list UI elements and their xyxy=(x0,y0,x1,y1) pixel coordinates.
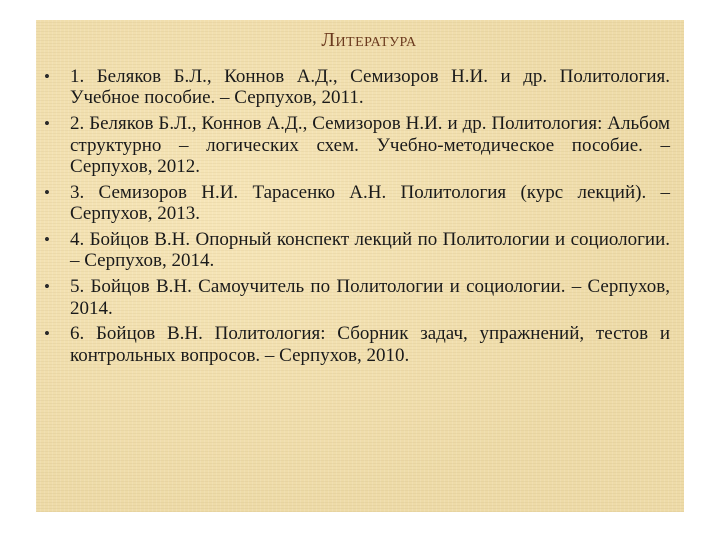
reference-text: 4. Бойцов В.Н. Опорный конспект лекций по Политологии и социологии. – Серпухов, 2014. xyxy=(70,229,670,272)
reference-item xyxy=(36,276,684,319)
bullet-icon: • xyxy=(44,67,50,86)
slide-title-text: Литература xyxy=(321,29,417,51)
reference-text: 1. Беляков Б.Л., Коннов А.Д., Семизоров Н.И. и др. Политология. Учебное пособие. – Серпухов, 2011. xyxy=(70,66,670,109)
reference-text: 6. Бойцов В.Н. Политология: Сборник задач, упражнений, тестов и контрольных вопросов. – Серпухов, 2010. xyxy=(70,323,670,366)
slide xyxy=(36,20,684,512)
reference-text: 3. Семизоров Н.И. Тарасенко А.Н. Политология (курс лекций). – Серпухов, 2013. xyxy=(70,181,670,225)
bullet-icon: • xyxy=(44,230,50,250)
reference-item xyxy=(36,229,684,272)
reference-item xyxy=(36,323,684,366)
bullet-icon: • xyxy=(44,114,50,134)
bullet-icon: • xyxy=(44,277,50,297)
reference-item xyxy=(36,182,684,225)
slide-title xyxy=(36,28,684,52)
reference-item xyxy=(36,66,684,109)
bullet-icon: • xyxy=(44,324,50,344)
reference-item xyxy=(36,113,684,177)
reference-list xyxy=(36,66,684,371)
bullet-icon: • xyxy=(44,182,50,202)
reference-text: 5. Бойцов В.Н. Самоучитель по Политологии и социологии. – Серпухов, 2014. xyxy=(70,276,670,319)
reference-text: 2. Беляков Б.Л., Коннов А.Д., Семизоров Н.И. и др. Политология: Альбом структурно – логических схем. Учебно-методическое пособие. – Серпухов, 2012. xyxy=(70,113,670,178)
